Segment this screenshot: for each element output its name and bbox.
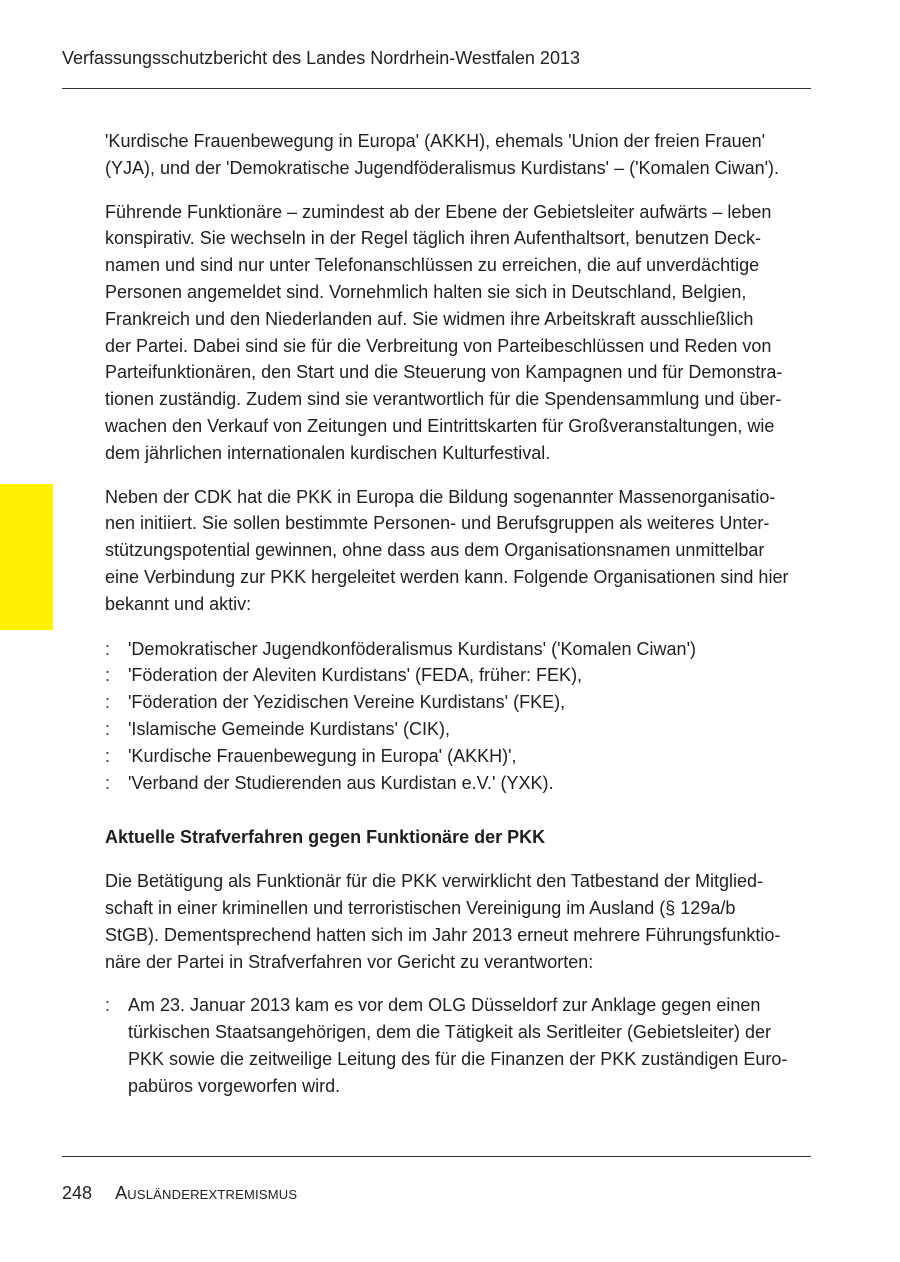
case-list xyxy=(105,992,817,1099)
page-footer xyxy=(62,1181,297,1205)
section-heading: Aktuelle Strafverfahren gegen Funktionäre der PKK xyxy=(105,827,546,848)
bullet-marker: : xyxy=(105,995,111,1016)
list-item: : 'Föderation der Aleviten Kurdistans' (FEDA, früher: FEK), xyxy=(105,662,817,689)
page-header-title: Verfassungsschutzbericht des Landes Nordrhein-Westfalen 2013 xyxy=(62,48,580,68)
list-item: : 'Islamische Gemeinde Kurdistans' (CIK), xyxy=(105,716,817,743)
footer-divider xyxy=(62,1156,811,1157)
bullet-marker: : xyxy=(105,692,111,713)
list-item: : 'Verband der Studierenden aus Kurdistan e.V.' (YXK). xyxy=(105,770,817,797)
header-divider xyxy=(62,88,811,89)
paragraph-mass-organizations: Neben der CDK hat die PKK in Europa die Bildung sogenannter Massenorganisatio- nen initiiert. Sie sollen bestimmte Personen- und Berufsgruppen als weiteres Unter- stützungspotential gewinnen, ohne dass aus dem Organisationsnamen unmittelbar eine Verbindung zur PKK hergeleitet werden kann. Folgende Organisationen sind hier bekannt und aktiv: xyxy=(105,486,789,614)
chapter-marker-tab xyxy=(0,484,53,630)
list-item: : 'Föderation der Yezidischen Vereine Kurdistans' (FKE), xyxy=(105,689,817,716)
paragraph-functionaries: Führende Funktionäre – zumindest ab der Ebene der Gebietsleiter aufwärts – leben konspirativ. Sie wechseln in der Regel täglich ihren Aufenthaltsort, benutzen Deck- namen und sind nur unter Telefonanschlüssen zu erreichen, die auf unverdächtige Personen angemeldet sind. Vornehmlich halten sie sich in Deutschland, Belgien, Frankreich und den Niederlanden auf. Sie widmen ihre Arbeitskraft ausschließlich der Partei. Dabei sind sie für die Verbreitung von Parteibeschlüssen und Reden von Parteifunktionären, den Start und die Steuerung von Kampagnen und für Demonstra- tionen zuständig. Zudem sind sie verantwortlich für die Spendensammlung und über- wachen den Verkauf von Zeitungen und Eintrittskarten für Großveranstaltungen, wie dem jährlichen internationalen kurdischen Kulturfestival. xyxy=(105,201,783,463)
list-item: : 'Demokratischer Jugendkonföderalismus Kurdistans' ('Komalen Ciwan') xyxy=(105,636,817,663)
bullet-marker: : xyxy=(105,718,111,739)
page-number: 248 xyxy=(62,1183,93,1203)
bullet-marker: : xyxy=(105,772,111,793)
paragraph-intro: 'Kurdische Frauenbewegung in Europa' (AKKH), ehemals 'Union der freien Frauen' (YJA), und der 'Demokratische Jugendföderalismus Kurdistans' – ('Komalen Ciwan'). xyxy=(105,131,780,178)
paragraph-criminal-proceedings: Die Betätigung als Funktionär für die PKK verwirklicht den Tatbestand der Mitglied- schaft in einer kriminellen und terroristischen Vereinigung im Ausland (§ 129a/b StGB). Dementsprechend hatten sich im Jahr 2013 erneut mehrere Führungsfunktio- näre der Partei in Strafverfahren vor Gericht zu verantworten: xyxy=(105,871,781,972)
organization-list xyxy=(105,636,817,797)
list-item: : Am 23. Januar 2013 kam es vor dem OLG Düsseldorf zur Anklage gegen einen türkischen Staatsangehörigen, dem die Tätigkeit als Seritleiter (Gebietsleiter) der PKK sowie die zeitweilige Leitung des für die Finanzen der PKK zuständigen Euro- pabüros vorgeworfen wird. xyxy=(105,992,817,1099)
footer-section-name: Ausländerextremismus xyxy=(115,1183,298,1203)
bullet-marker: : xyxy=(105,745,111,766)
list-item: : 'Kurdische Frauenbewegung in Europa' (AKKH)', xyxy=(105,743,817,770)
bullet-marker: : xyxy=(105,638,111,659)
main-content xyxy=(105,128,817,1100)
bullet-marker: : xyxy=(105,665,111,686)
